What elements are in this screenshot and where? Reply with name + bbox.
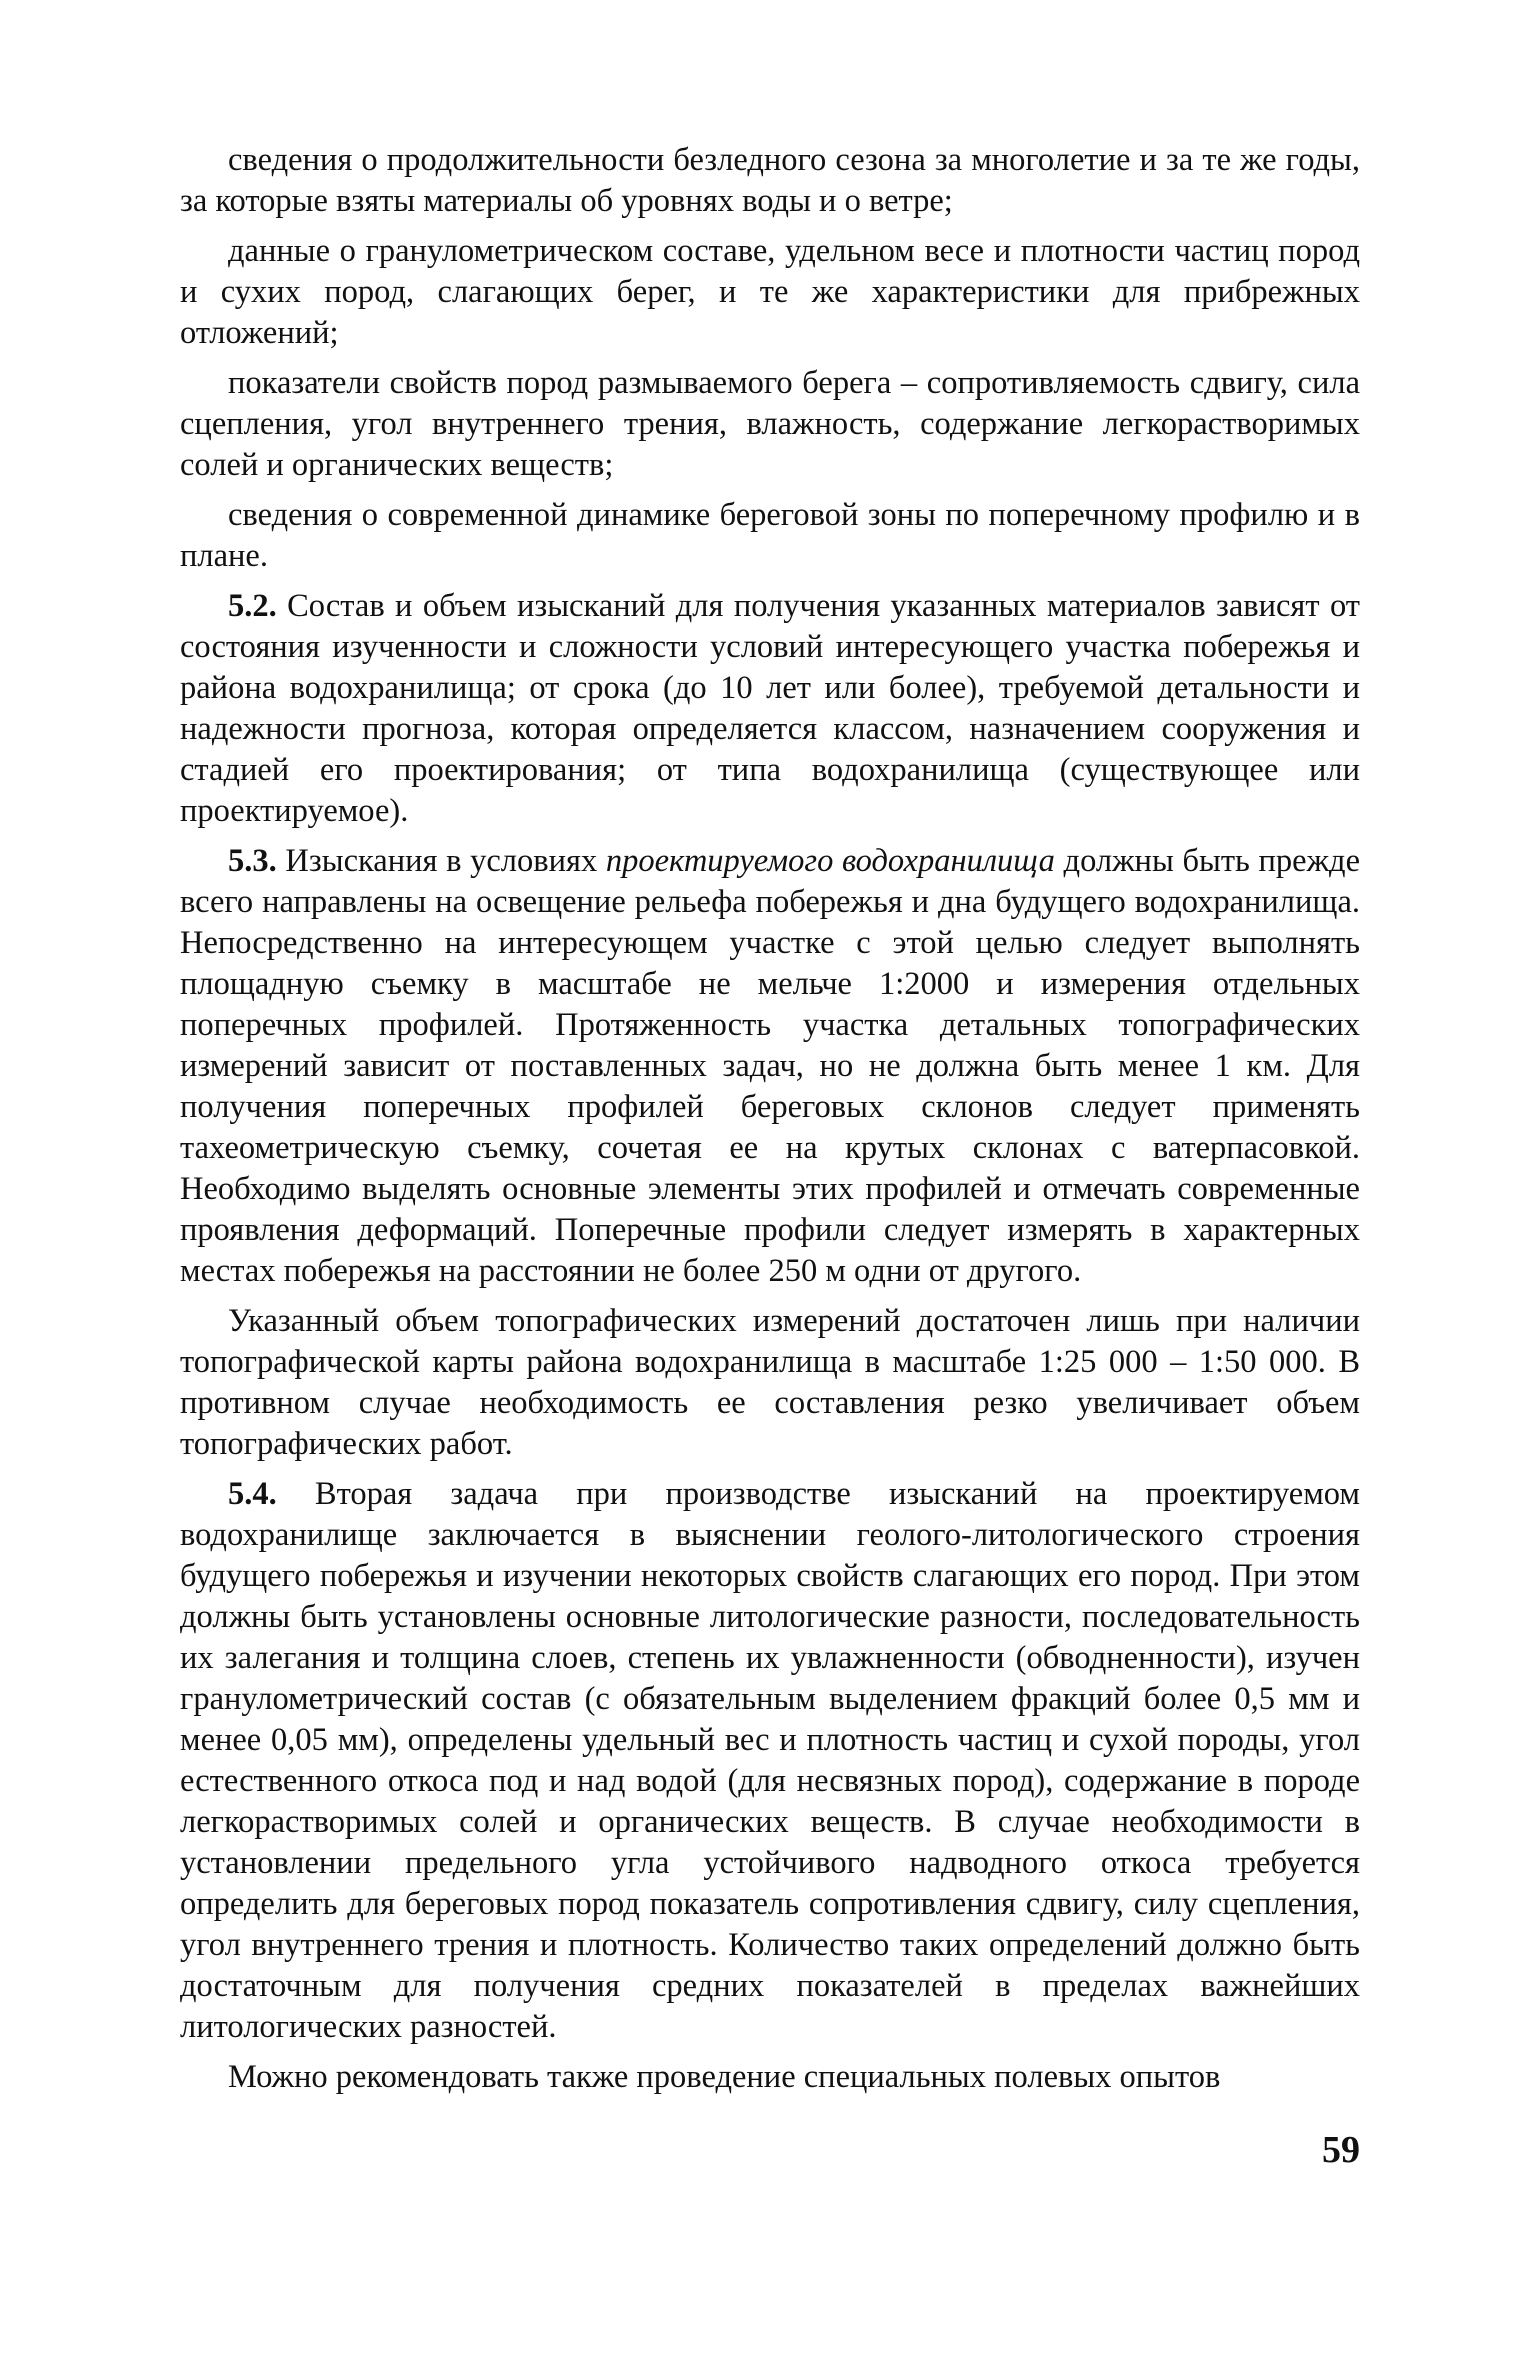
paragraph-topographic-volume: Указанный объем топографических измерений достаточен лишь при наличии топографической карты района водохранилища в масштабе 1:25 000 – 1:50 000. В противном случае необходимость ее составления резко увеличивает объем топографических работ. — [180, 1303, 1360, 1462]
paragraph-rock-properties: показатели свойств пород размываемого берега – сопротивляемость сдвигу, сила сцепления, угол внутреннего трения, влажность, содержание легкорастворимых солей и органических веществ; — [180, 365, 1360, 483]
paragraph-5-2-text: Состав и объем изысканий для получения указанных материалов зависят от состояния изученности и сложности условий интересующего участка побережья и района водохранилища; от срока (до 10 лет или более), требуемой детальности и надежности прогноза, которая определяется классом, назначением сооружения и стадией его проектирования; от типа водохранилища (существующее или проектируемое). — [180, 588, 1360, 829]
paragraph-5-3-text-after: должны быть прежде всего направлены на освещение рельефа побережья и дна будущего водохранилища. Непосредственно на интересующем участке с этой целью следует выполнять площадную съемку в масштабе не мельче 1:2000 и измерения отдельных поперечных профилей. Протяженность участка детальных топографических измерений зависит от поставленных задач, но не должна быть менее 1 км. Для получения поперечных профилей береговых склонов следует применять тахеометрическую съемку, сочетая ее на крутых склонах с ватерпасовкой. Необходимо выделять основные элементы этих профилей и отмечать современные проявления деформаций. Поперечные профили следует измерять в характерных местах побережья на расстоянии не более 250 м одни от другого. — [180, 843, 1361, 1289]
paragraph-5-4 — [180, 1474, 1360, 2048]
paragraph-5-3-italic: проектируемого водохранилища — [605, 843, 1055, 879]
paragraph-granulometric-data: данные о гранулометрическом составе, удельном весе и плотности частиц пород и сухих пород, слагающих берег, и те же характеристики для прибрежных отложений; — [180, 233, 1360, 351]
section-number-5-4: 5.4. — [228, 1476, 277, 1512]
page-body — [180, 140, 1360, 2107]
paragraph-field-experiments: Можно рекомендовать также проведение специальных полевых опытов — [228, 2059, 1221, 2095]
paragraph-shore-dynamics: сведения о современной динамике береговой зоны по поперечному профилю и в плане. — [180, 497, 1360, 574]
paragraph-5-2 — [180, 586, 1360, 832]
paragraph-5-4-text: Вторая задача при производстве изысканий на проектируемом водохранилище заключается в выяснении геолого-литологического строения будущего побережья и изучении некоторых свойств слагающих его пород. При этом должны быть установлены основные литологические разности, последовательность их залегания и толщина слоев, степень их увлажненности (обводненности), изучен гранулометрический состав (с обязательным выделением фракций более 0,5 мм и менее 0,05 мм), определены удельный вес и плотность частиц и сухой породы, угол естественного откоса под и над водой (для несвязных пород), содержание в породе легкорастворимых солей и органических веществ. В случае необходимости в установлении предельного угла устойчивого надводного откоса требуется определить для береговых пород показатель сопротивления сдвигу, силу сцепления, угол внутреннего трения и плотность. Количество таких определений должно быть достаточным для получения средних показателей в пределах важнейших литологических разностей. — [180, 1476, 1360, 2045]
paragraph-5-3 — [180, 841, 1360, 1292]
section-number-5-2: 5.2. — [228, 588, 277, 624]
paragraph-ice-free-season: сведения о продолжительности безледного сезона за многолетие и за те же годы, за которые взяты материалы об уровнях воды и о ветре; — [180, 142, 1360, 219]
paragraph-5-3-text-before: Изыскания в условиях — [276, 843, 606, 879]
page-number: 59 — [1322, 2129, 1360, 2171]
section-number-5-3: 5.3. — [228, 843, 277, 879]
